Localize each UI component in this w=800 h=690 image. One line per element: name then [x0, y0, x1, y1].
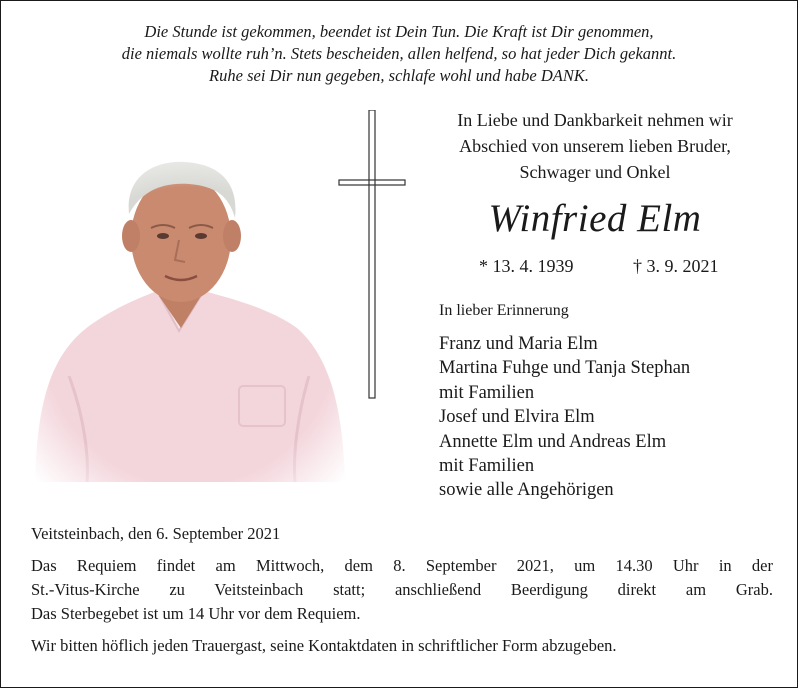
poem-line: Die Stunde ist gekommen, beendet ist Dein Tun. Die Kraft ist Dir genommen,: [144, 22, 654, 41]
portrait-photo: [29, 156, 351, 484]
contact-note: Wir bitten höflich jeden Trauergast, seine Kontaktdaten in schriftlicher Form abzugeben.: [31, 636, 617, 655]
farewell-intro: [401, 107, 789, 185]
memorial-poem: [1, 21, 797, 87]
mourner-line: Josef und Elvira Elm: [439, 407, 595, 428]
deceased-name: Winfried Elm: [488, 197, 702, 240]
intro-line: Abschied von unserem lieben Bruder,: [459, 136, 731, 156]
mourner-line: mit Familien: [439, 456, 535, 477]
poem-line: Ruhe sei Dir nun gegeben, schlafe wohl und habe DANK.: [209, 66, 589, 85]
requiem-line: St.-Vitus-Kirche zu Veitsteinbach statt; anschließend Beerdigung direkt am Grab.: [31, 580, 773, 599]
mourner-line: Annette Elm und Andreas Elm: [439, 431, 667, 452]
memory-label: In lieber Erinnerung: [439, 302, 569, 319]
requiem-line: Das Sterbegebet ist um 14 Uhr vor dem Requiem.: [31, 604, 361, 623]
intro-line: In Liebe und Dankbarkeit nehmen wir: [457, 110, 733, 130]
poem-line: die niemals wollte ruh’n. Stets bescheiden, allen helfend, so hat jeder Dich gekannt.: [121, 44, 677, 63]
intro-line: Schwager und Onkel: [519, 162, 671, 182]
place-and-date: Veitsteinbach, den 6. September 2021: [31, 524, 281, 543]
requiem-info: [31, 554, 773, 626]
mourner-line: mit Familien: [439, 382, 535, 403]
mourner-line: Martina Fuhge und Tanja Stephan: [439, 358, 691, 379]
requiem-line: Das Requiem findet am Mittwoch, dem 8. September 2021, um 14.30 Uhr in der: [31, 556, 773, 575]
mourners-list: [439, 332, 690, 503]
mourner-line: sowie alle Angehörigen: [439, 480, 614, 501]
cross-icon: [337, 110, 409, 400]
birth-date: * 13. 4. 1939: [479, 256, 574, 276]
mourner-line: Franz und Maria Elm: [439, 334, 598, 354]
death-date: † 3. 9. 2021: [633, 256, 719, 276]
